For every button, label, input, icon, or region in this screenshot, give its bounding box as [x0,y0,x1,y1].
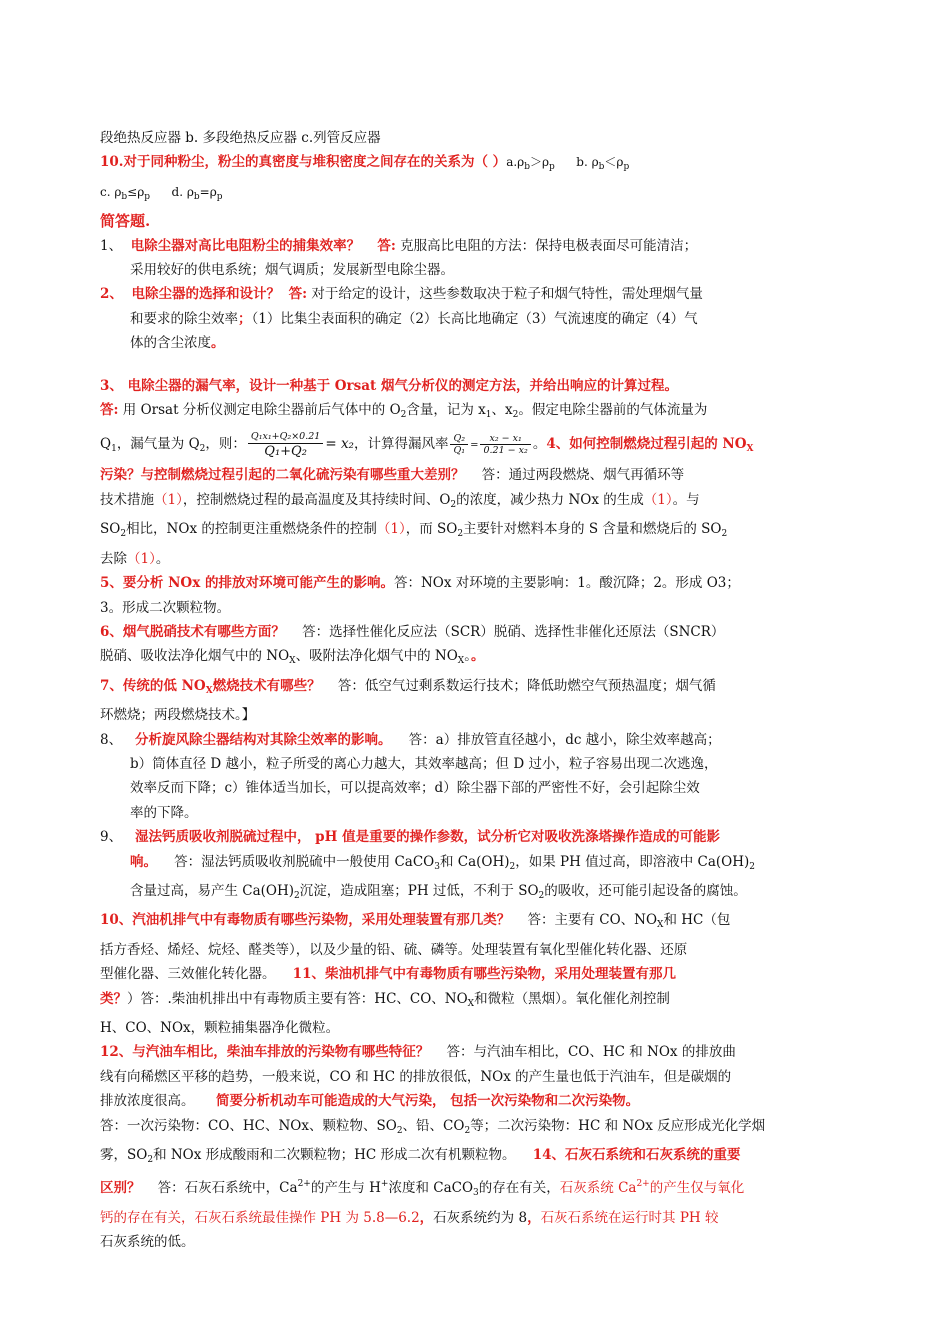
short-answer-13: 答：一次污染物：CO、HC、NOx、颗粒物、$SO_2$、铅、$CO_2$等；二次污染物：HC 和 NOx 反应形成光化学烟 [100,1117,766,1136]
option-d: d. $\rho_b=\rho_p$ [171,184,223,202]
text-line [100,126,852,150]
short-answer-7: 7、传统的低 $NO_X$燃烧技术有哪些？ 答：低空气过剩系数运行技术；降低助燃空气预热温度；烟气循 [100,677,716,696]
short-answer-4: 污染？与控制燃烧过程引起的二氧化硫污染有哪些重大差别？ 答：通过两段燃烧、烟气再循环等 [100,467,685,484]
short-answer-10: 10、汽油机排气中有毒物质有哪些污染物，采用处理装置有那几类？ 答：主要有 CO、$NO_X$和 HC（包 [100,912,731,931]
short-answer-9: 9、 湿法钙质吸收剂脱硫过程中， pH 值是重要的操作参数，试分析它对吸收洗涤塔操作造成的可能影 [100,829,721,846]
short-answer-12: 12、与汽油车相比，柴油车排放的污染物有哪些特征？ 答：与汽油车相比，CO、HC 和 NOx 的排放曲 [100,1044,736,1061]
option-a: $a.\rho_b>\rho_p$ [506,155,555,173]
text-line: 含量过高，易产生 $Ca(OH)_2$沉淀，造成阻塞；PH 过低，不利于 $SO_2$的吸收，还可能引起设备的腐蚀。 [130,882,747,901]
text-line: 环燃烧；两段燃烧技术。】 [100,707,256,724]
option-b: b. $\rho_b<\rho_p$ [576,155,630,173]
question-text: 电除尘器的选择和设计？ [131,286,280,303]
question-text: 电除尘器对高比电阻粉尘的捕集效率？ [130,237,361,254]
option-c: c. $\rho_b\le\rho_p$ [100,184,151,202]
short-answer-3: 3、 电除尘器的漏气率，设计一种基于 Orsat 烟气分析仪的测定方法，并给出响应的计算过程。 [100,377,678,394]
question-text: 分析旋风除尘器结构对其除尘效率的影响。 [134,731,392,748]
formula-ratio: $\frac{\text{Q₂}}{\text{Q₁}}$ [450,433,468,456]
question-10 [100,150,852,179]
document-page [100,126,852,1255]
text-line: 效率反而下降；c）锥体适当加长，可以提高效率；d）除尘器下部的严密性不好，会引起除尘效 [130,780,700,797]
text-line: 型催化器、三效催化转化器。 11、柴油机排气中有毒物质有哪些污染物，采用处理装置有那几 [100,966,676,983]
short-answer-14: 区别？ 答：石灰石系统中，$Ca^{2+}$的产生与 H+浓度和 CaCO$_3$的存在有关，石灰系统 $Ca^{2+}$的产生仅与氧化 [100,1179,745,1199]
text-line: 答: 用 Orsat 分析仪测定电除尘器前后气体中的 $O_2$含量，记为 $x_1$、$x_2$。假定电除尘器前的气体流量为 [100,402,708,421]
text-line: 采用较好的供电系统；烟气调质；发展新型电除尘器。 [130,262,454,279]
short-answer-1: 1、 电除尘器对高比电阻粉尘的捕集效率？ 答: 克服高比电阻的方法：保持电极表面尽可能清洁； [100,237,698,254]
text-line: 去除（1）。 [100,550,170,567]
text-line: 线有向稀燃区平移的趋势，一般来说，CO 和 HC 的排放很低，NOx 的产生量也低于汽油车，但是碳烟的 [100,1068,732,1085]
question-text: 10.对于同种粉尘，粉尘的真密度与堆积密度之间存在的关系为（ ） [100,154,507,171]
text-line: 脱硝、吸收法净化烟气中的 $NO_X$、吸附法净化烟气中的 $NO_X$。。 [100,648,485,667]
question-10-options [100,180,852,209]
question-text: 6、烟气脱硝技术有哪些方面？ [100,623,285,640]
formula-mixing: $\frac{\text{Q₁x₁+Q₂×0.21}}{\text{Q₁+Q₂}}$ [248,431,323,459]
text-line: 钙的存在有关，石灰石系统最佳操作 PH 为 5.8—6.2，石灰系统约为 8，石灰石系统在运行时其 PH 较 [100,1209,719,1226]
short-answer-11: 类？）答：.柴油机排出中有毒物质主要有答：HC、CO、$NO_X$和微粒（黑烟）。氧化催化剂控制 [100,990,670,1009]
question-text: 12、与汽油车相比，柴油车排放的污染物有哪些特征？ [100,1044,430,1061]
question-text: 10、汽油机排气中有毒物质有哪些污染物，采用处理装置有那几类？ [100,912,511,929]
section-heading: 简答题. [100,212,151,231]
question-text: 湿法钙质吸收剂脱硫过程中， pH 值是重要的操作参数，试分析它对吸收洗涤塔操作造成的可能影 [134,829,721,846]
text-line: 石灰系统的低。 [100,1234,195,1251]
short-answer-5: 5、要分析 NOx 的排放对环境可能产生的影响。答：NOx 对环境的主要影响：1。酸沉降；2。形成 O3； [100,575,740,592]
text-line: 技术措施（1），控制燃烧过程的最高温度及其持续时间、$O_2$的浓度，减少热力 NOx 的生成（1）。与 [100,491,700,510]
text-line: H、CO、NOx，颗粒捕集器净化微粒。 [100,1020,340,1036]
question-text: 污染？与控制燃烧过程引起的二氧化硫污染有哪些重大差别？ [100,467,465,484]
short-answer-8: 8、 分析旋风除尘器结构对其除尘效率的影响。 答：a）排放管直径越小，dc 越小，除尘效率越高； [100,731,721,748]
text-line: 体的含尘浓度。 [130,335,225,352]
text-line: 率的下降。 [130,804,198,821]
short-answer-6: 6、烟气脱硝技术有哪些方面？ 答：选择性催化反应法（SCR）脱硝、选择性非催化还原法（SNCR） [100,623,725,640]
text: 段绝热反应器 b. 多段绝热反应器 c.列管反应器 [100,130,381,146]
question-text: 5、要分析 NOx 的排放对环境可能产生的影响。 [100,575,394,592]
text-line: 排放浓度很高。 简要分析机动车可能造成的大气污染， 包括一次污染物和二次污染物。 [100,1093,640,1110]
text-line: 和要求的除尘效率；（1）比集尘表面积的确定（2）长高比地确定（3）气流速度的确定（4）气 [130,310,698,327]
formula-leak-rate: $\frac{\text{x₂ − x₁}}{\text{0.21 − x₂}}$ [480,433,530,456]
text-line: 雾，$SO_2$和 NOx 形成酸雨和二次颗粒物；HC 形成二次有机颗粒物。 14、石灰石系统和石灰系统的重要 [100,1147,741,1166]
text-line: b）筒体直径 D 越小，粒子所受的离心力越大，其效率越高；但 D 过小，粒子容易出现二次逃逸， [130,755,718,772]
text-line: $SO_2$相比，NOx 的控制更注重燃烧条件的控制（1），而 $SO_2$主要针对燃料本身的 S 含量和燃烧后的 $SO_2$ [100,521,728,540]
short-answer-2: 2、 电除尘器的选择和设计？ 答: 对于给定的设计，这些参数取决于粒子和烟气特性，需处理烟气量 [100,286,703,303]
text-line: 响。 答：湿法钙质吸收剂脱硫中一般使用 CaCO$_3$和 $Ca(OH)_2$，如果 PH 值过高，即溶液中 $Ca(OH)_2$ [130,853,755,872]
text-line: 括方香烃、烯烃、烷烃、醛类等），以及少量的铅、硫、磷等。处理装置有氧化型催化转化器、还原 [100,941,688,958]
formula-line: $Q_1$，漏气量为 $Q_2$，则： $\frac{\text{Q₁x₁+Q₂×0.21}}{\text{Q₁+Q₂}}$ = x₂，计算得漏风率 $\frac{\text{Q₂}}{\text{Q₁}}$ = $\frac{\text{x₂ − x₁}}{\text{0.21 − x₂}}$ 。4、如何控制燃烧过程引起的 $NO_X$ [100,430,754,459]
text-line: 3。形成二次颗粒物。 [100,599,231,616]
